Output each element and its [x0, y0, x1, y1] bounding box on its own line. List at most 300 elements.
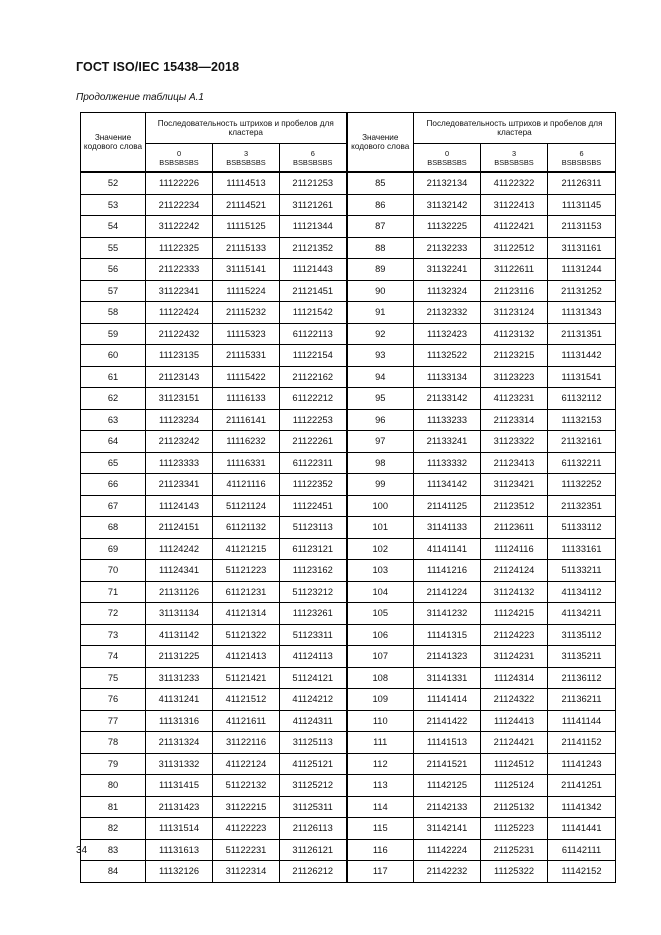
table-cell: 51123212 [280, 581, 347, 603]
table-cell: 41124212 [280, 689, 347, 711]
table-cell: 78 [81, 732, 146, 754]
table-cell: 51121322 [213, 624, 280, 646]
table-cell: 11124116 [481, 538, 548, 560]
table-cell: 41122124 [213, 753, 280, 775]
table-cell: 21131225 [146, 646, 213, 668]
table-cell: 21123215 [481, 345, 548, 367]
table-cell: 100 [347, 495, 414, 517]
table-cell: 11122451 [280, 495, 347, 517]
table-cell: 31131134 [146, 603, 213, 625]
table-cell: 76 [81, 689, 146, 711]
table-cell: 21123413 [481, 452, 548, 474]
table-cell: 21131252 [548, 280, 616, 302]
table-cell: 96 [347, 409, 414, 431]
table-cell: 31122611 [481, 259, 548, 281]
table-cell: 21141125 [414, 495, 481, 517]
table-cell: 97 [347, 431, 414, 453]
header-cluster-6-right [548, 144, 616, 173]
table-cell: 21123314 [481, 409, 548, 431]
table-cell: 11121542 [280, 302, 347, 324]
table-row [81, 861, 616, 883]
table-cell: 54 [81, 216, 146, 238]
table-cell: 11131613 [146, 839, 213, 861]
table-cell: 117 [347, 861, 414, 883]
table-cell: 11131343 [548, 302, 616, 324]
table-cell: 31123151 [146, 388, 213, 410]
cluster-number: 6 [579, 148, 584, 158]
table-row [81, 603, 616, 625]
table-row [81, 345, 616, 367]
table-row [81, 388, 616, 410]
table-cell: 31123124 [481, 302, 548, 324]
table-cell: 21124124 [481, 560, 548, 582]
table-cell: 51121421 [213, 667, 280, 689]
table-cell: 11122253 [280, 409, 347, 431]
table-cell: 11125322 [481, 861, 548, 883]
table-cell: 21132332 [414, 302, 481, 324]
table-cell: 31123421 [481, 474, 548, 496]
table-row [81, 280, 616, 302]
table-cell: 11132324 [414, 280, 481, 302]
table-cell: 11131145 [548, 194, 616, 216]
table-cell: 11122352 [280, 474, 347, 496]
table-cell: 81 [81, 796, 146, 818]
table-cell: 11124413 [481, 710, 548, 732]
table-cell: 113 [347, 775, 414, 797]
table-cell: 31141331 [414, 667, 481, 689]
table-row [81, 409, 616, 431]
table-cell: 31122314 [213, 861, 280, 883]
table-row [81, 581, 616, 603]
table-cell: 21116141 [213, 409, 280, 431]
table-cell: 21125231 [481, 839, 548, 861]
table-cell: 31142141 [414, 818, 481, 840]
page-number: 34 [76, 845, 88, 856]
table-cell: 21122261 [280, 431, 347, 453]
table-cell: 11116232 [213, 431, 280, 453]
table-cell: 41121611 [213, 710, 280, 732]
header-cluster-6-left [280, 144, 347, 173]
table-cell: 11123162 [280, 560, 347, 582]
cluster-pattern: BSBSBSBS [159, 157, 199, 167]
table-cell: 31125212 [280, 775, 347, 797]
table-cell: 53 [81, 194, 146, 216]
table-cell: 11115323 [213, 323, 280, 345]
table-cell: 31131332 [146, 753, 213, 775]
table-row [81, 646, 616, 668]
table-cell: 41123132 [481, 323, 548, 345]
table-cell: 66 [81, 474, 146, 496]
table-cell: 61 [81, 366, 146, 388]
table-cell: 11141315 [414, 624, 481, 646]
table-cell: 59 [81, 323, 146, 345]
table-cell: 11141144 [548, 710, 616, 732]
table-cell: 11124314 [481, 667, 548, 689]
table-cell: 109 [347, 689, 414, 711]
table-cell: 11123234 [146, 409, 213, 431]
table-cell: 21131324 [146, 732, 213, 754]
header-codeword-left: Значение кодового слова [81, 113, 146, 173]
table-cell: 61122113 [280, 323, 347, 345]
table-cell: 31123223 [481, 366, 548, 388]
table-cell: 31121261 [280, 194, 347, 216]
table-row [81, 624, 616, 646]
table-cell: 60 [81, 345, 146, 367]
header-sequence-right: Последовательность штрихов и пробелов для кластера [414, 113, 616, 144]
table-cell: 31124231 [481, 646, 548, 668]
table-cell: 51133112 [548, 517, 616, 539]
table-cell: 11141441 [548, 818, 616, 840]
cluster-pattern: BSBSBSBS [427, 157, 467, 167]
table-cell: 114 [347, 796, 414, 818]
table-row [81, 667, 616, 689]
table-cell: 11121344 [280, 216, 347, 238]
table-cell: 31132241 [414, 259, 481, 281]
table-cell: 69 [81, 538, 146, 560]
table-cell: 21121253 [280, 172, 347, 194]
table-cell: 41121116 [213, 474, 280, 496]
table-row [81, 323, 616, 345]
header-cluster-0-left [146, 144, 213, 173]
table-row [81, 237, 616, 259]
table-cell: 11131244 [548, 259, 616, 281]
table-cell: 61132112 [548, 388, 616, 410]
table-body [81, 172, 616, 882]
table-cell: 21141224 [414, 581, 481, 603]
table-cell: 11123333 [146, 452, 213, 474]
header-codeword-right: Значение кодового слова [347, 113, 414, 173]
table-cell: 21141251 [548, 775, 616, 797]
table-cell: 104 [347, 581, 414, 603]
table-cell: 41131142 [146, 624, 213, 646]
table-row [81, 495, 616, 517]
table-cell: 11124215 [481, 603, 548, 625]
table-cell: 58 [81, 302, 146, 324]
table-cell: 51122132 [213, 775, 280, 797]
cluster-number: 6 [310, 148, 315, 158]
codeword-table [80, 112, 616, 883]
table-cell: 21142232 [414, 861, 481, 883]
header-cluster-3-right [481, 144, 548, 173]
table-cell: 41125121 [280, 753, 347, 775]
table-row [81, 753, 616, 775]
table-cell: 11121443 [280, 259, 347, 281]
table-cell: 11114513 [213, 172, 280, 194]
table-cell: 41121512 [213, 689, 280, 711]
table-cell: 85 [347, 172, 414, 194]
cluster-pattern: BSBSBSBS [226, 157, 266, 167]
table-cell: 21121451 [280, 280, 347, 302]
table-cell: 115 [347, 818, 414, 840]
table-cell: 21115331 [213, 345, 280, 367]
table-cell: 21115232 [213, 302, 280, 324]
table-cell: 21115133 [213, 237, 280, 259]
table-cell: 51121223 [213, 560, 280, 582]
table-cell: 41131241 [146, 689, 213, 711]
table-cell: 21133142 [414, 388, 481, 410]
table-row [81, 796, 616, 818]
table-cell: 82 [81, 818, 146, 840]
table-row [81, 172, 616, 194]
table-row [81, 194, 616, 216]
table-cell: 21123611 [481, 517, 548, 539]
table-cell: 41124113 [280, 646, 347, 668]
table-cell: 21126311 [548, 172, 616, 194]
table-cell: 21122234 [146, 194, 213, 216]
table-cell: 83 [81, 839, 146, 861]
table-cell: 11125223 [481, 818, 548, 840]
table-cell: 21141323 [414, 646, 481, 668]
table-row [81, 732, 616, 754]
table-cell: 107 [347, 646, 414, 668]
table-cell: 11141216 [414, 560, 481, 582]
table-cell: 11133161 [548, 538, 616, 560]
table-cell: 41134112 [548, 581, 616, 603]
table-cell: 21136211 [548, 689, 616, 711]
table-cell: 41122223 [213, 818, 280, 840]
table-row [81, 689, 616, 711]
table-row [81, 775, 616, 797]
table-cell: 41122322 [481, 172, 548, 194]
table-row [81, 216, 616, 238]
table-cell: 99 [347, 474, 414, 496]
table-cell: 21123242 [146, 431, 213, 453]
table-cell: 21124223 [481, 624, 548, 646]
cluster-number: 3 [243, 148, 249, 158]
table-cell: 31141232 [414, 603, 481, 625]
table-cell: 21132351 [548, 495, 616, 517]
table-cell: 80 [81, 775, 146, 797]
table-cell: 62 [81, 388, 146, 410]
table-cell: 74 [81, 646, 146, 668]
table-cell: 11141414 [414, 689, 481, 711]
table-cell: 31126121 [280, 839, 347, 861]
table-cell: 31122242 [146, 216, 213, 238]
table-cell: 11133332 [414, 452, 481, 474]
table-cell: 11115224 [213, 280, 280, 302]
table-cell: 31125311 [280, 796, 347, 818]
header-sequence-left: Последовательность штрихов и пробелов для кластера [146, 113, 347, 144]
table-cell: 11131415 [146, 775, 213, 797]
table-cell: 11132126 [146, 861, 213, 883]
table-cell: 61132211 [548, 452, 616, 474]
table-cell: 65 [81, 452, 146, 474]
table-cell: 21122432 [146, 323, 213, 345]
table-cell: 95 [347, 388, 414, 410]
table-cell: 55 [81, 237, 146, 259]
table-cell: 57 [81, 280, 146, 302]
table-row [81, 818, 616, 840]
table-cell: 11124143 [146, 495, 213, 517]
table-cell: 11133134 [414, 366, 481, 388]
table-cell: 21123143 [146, 366, 213, 388]
table-cell: 41121413 [213, 646, 280, 668]
table-cell: 21126113 [280, 818, 347, 840]
table-cell: 11122424 [146, 302, 213, 324]
table-row [81, 366, 616, 388]
table-cell: 102 [347, 538, 414, 560]
table-cell: 31123322 [481, 431, 548, 453]
table-cell: 88 [347, 237, 414, 259]
table-row [81, 474, 616, 496]
table-cell: 41121314 [213, 603, 280, 625]
table-cell: 11132522 [414, 345, 481, 367]
table-row [81, 710, 616, 732]
table-cell: 41121215 [213, 538, 280, 560]
table-cell: 11131316 [146, 710, 213, 732]
header-cluster-0-right [414, 144, 481, 173]
table-row [81, 560, 616, 582]
table-cell: 105 [347, 603, 414, 625]
table-cell: 21131153 [548, 216, 616, 238]
table-cell: 21125132 [481, 796, 548, 818]
table-cell: 21132134 [414, 172, 481, 194]
table-cell: 93 [347, 345, 414, 367]
table-cell: 21133241 [414, 431, 481, 453]
table-cell: 108 [347, 667, 414, 689]
table-caption: Продолжение таблицы А.1 [76, 92, 204, 103]
table-cell: 11132153 [548, 409, 616, 431]
table-cell: 11142224 [414, 839, 481, 861]
table-cell: 11131541 [548, 366, 616, 388]
table-cell: 56 [81, 259, 146, 281]
table-cell: 21124421 [481, 732, 548, 754]
table-cell: 11132423 [414, 323, 481, 345]
table-cell: 21123341 [146, 474, 213, 496]
table-cell: 106 [347, 624, 414, 646]
table-cell: 51123311 [280, 624, 347, 646]
table-cell: 111 [347, 732, 414, 754]
table-cell: 31122116 [213, 732, 280, 754]
table-cell: 51123113 [280, 517, 347, 539]
table-cell: 11142125 [414, 775, 481, 797]
table-cell: 31122413 [481, 194, 548, 216]
table-cell: 21141422 [414, 710, 481, 732]
table-row [81, 259, 616, 281]
table-cell: 31135112 [548, 624, 616, 646]
table-cell: 21132233 [414, 237, 481, 259]
table-cell: 110 [347, 710, 414, 732]
table-cell: 31141133 [414, 517, 481, 539]
table-cell: 41122421 [481, 216, 548, 238]
table-cell: 11124242 [146, 538, 213, 560]
table-cell: 21136112 [548, 667, 616, 689]
table-cell: 86 [347, 194, 414, 216]
header-cluster-3-left [213, 144, 280, 173]
table-cell: 11115125 [213, 216, 280, 238]
table-cell: 31122215 [213, 796, 280, 818]
table-cell: 11142152 [548, 861, 616, 883]
table-cell: 21141521 [414, 753, 481, 775]
table-cell: 11133233 [414, 409, 481, 431]
table-cell: 41124311 [280, 710, 347, 732]
table-cell: 11132252 [548, 474, 616, 496]
table-cell: 11125124 [481, 775, 548, 797]
cluster-pattern: BSBSBSBS [293, 157, 333, 167]
table-row [81, 538, 616, 560]
table-cell: 94 [347, 366, 414, 388]
table-cell: 21124151 [146, 517, 213, 539]
table-cell: 11141342 [548, 796, 616, 818]
table-cell: 87 [347, 216, 414, 238]
cluster-pattern: BSBSBSBS [561, 157, 602, 167]
table-cell: 98 [347, 452, 414, 474]
table-cell: 11141243 [548, 753, 616, 775]
table-cell: 21123116 [481, 280, 548, 302]
table-cell: 11134142 [414, 474, 481, 496]
cluster-number: 0 [444, 148, 450, 158]
table-cell: 11122226 [146, 172, 213, 194]
table-cell: 41141141 [414, 538, 481, 560]
table-cell: 51121124 [213, 495, 280, 517]
table-cell: 21114521 [213, 194, 280, 216]
table-cell: 51122231 [213, 839, 280, 861]
table-cell: 11122154 [280, 345, 347, 367]
table-cell: 31131233 [146, 667, 213, 689]
table-cell: 92 [347, 323, 414, 345]
table-cell: 31131161 [548, 237, 616, 259]
table-cell: 61122311 [280, 452, 347, 474]
table-cell: 31115141 [213, 259, 280, 281]
table-cell: 67 [81, 495, 146, 517]
table-cell: 11131514 [146, 818, 213, 840]
table-cell: 91 [347, 302, 414, 324]
cluster-number: 0 [176, 148, 182, 158]
table-cell: 11124512 [481, 753, 548, 775]
table-cell: 116 [347, 839, 414, 861]
table-cell: 75 [81, 667, 146, 689]
table-cell: 11122325 [146, 237, 213, 259]
table-row [81, 839, 616, 861]
table-cell: 63 [81, 409, 146, 431]
table-cell: 11132225 [414, 216, 481, 238]
table-cell: 84 [81, 861, 146, 883]
table-cell: 21132161 [548, 431, 616, 453]
table-cell: 61142111 [548, 839, 616, 861]
table-cell: 21141152 [548, 732, 616, 754]
cluster-pattern: BSBSBSBS [494, 157, 534, 167]
table-row [81, 517, 616, 539]
table-cell: 11124341 [146, 560, 213, 582]
table-cell: 31122341 [146, 280, 213, 302]
table-cell: 112 [347, 753, 414, 775]
table-cell: 61121231 [213, 581, 280, 603]
table-cell: 21122333 [146, 259, 213, 281]
table-cell: 31124132 [481, 581, 548, 603]
table-cell: 21122162 [280, 366, 347, 388]
table-cell: 61122212 [280, 388, 347, 410]
table-cell: 79 [81, 753, 146, 775]
table-cell: 51124121 [280, 667, 347, 689]
cluster-number: 3 [511, 148, 517, 158]
table-cell: 31122512 [481, 237, 548, 259]
table-cell: 51133211 [548, 560, 616, 582]
document-title: ГОСТ ISO/IEC 15438—2018 [76, 60, 240, 74]
table-cell: 21126212 [280, 861, 347, 883]
table-cell: 103 [347, 560, 414, 582]
table-cell: 73 [81, 624, 146, 646]
table-cell: 71 [81, 581, 146, 603]
table-cell: 11116331 [213, 452, 280, 474]
table-cell: 52 [81, 172, 146, 194]
table-cell: 72 [81, 603, 146, 625]
table-cell: 11123261 [280, 603, 347, 625]
table-cell: 61123121 [280, 538, 347, 560]
table-cell: 11131442 [548, 345, 616, 367]
table-cell: 41134211 [548, 603, 616, 625]
table-cell: 21131126 [146, 581, 213, 603]
table-cell: 77 [81, 710, 146, 732]
